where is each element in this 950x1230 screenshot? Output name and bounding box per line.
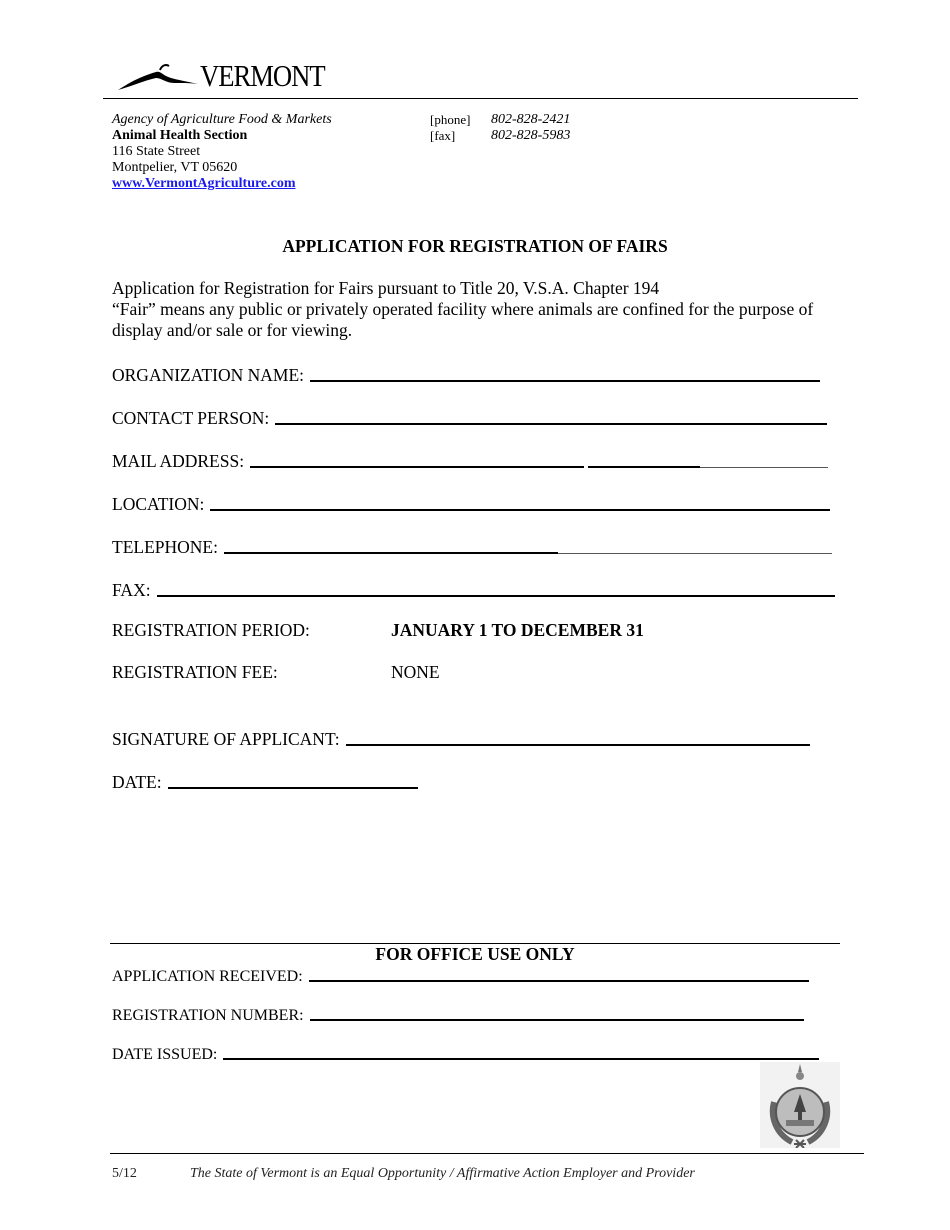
contact-numbers: [430, 112, 570, 144]
date-input[interactable]: [168, 787, 418, 789]
form-title: APPLICATION FOR REGISTRATION OF FAIRS: [282, 236, 668, 256]
telephone-label: TELEPHONE:: [112, 537, 218, 557]
state-seal: [760, 1062, 840, 1148]
agency-address: [112, 112, 332, 192]
intro-definition: “Fair” means any public or privately operated facility where animals are confined for the purpose of display and/or sale or for viewing.: [112, 299, 814, 340]
eeo-statement: The State of Vermont is an Equal Opportunity / Affirmative Action Employer and Provider: [190, 1166, 695, 1181]
registration-fee-value: NONE: [391, 662, 440, 682]
organization-name-field: [112, 362, 820, 386]
organization-name-input[interactable]: [310, 380, 820, 382]
logo-wordmark: VERMONT: [200, 58, 325, 93]
city-address: Montpelier, VT 05620: [112, 160, 238, 175]
office-use-title: FOR OFFICE USE ONLY: [375, 944, 575, 964]
fax-input[interactable]: [157, 595, 835, 597]
registration-number-input[interactable]: [310, 1019, 804, 1021]
fax-number: 802-828-5983: [491, 128, 571, 143]
footer-divider: [110, 1153, 864, 1154]
date-issued-field: [112, 1042, 819, 1064]
location-field: [112, 491, 830, 515]
organization-name-label: ORGANIZATION NAME:: [112, 365, 304, 385]
telephone-field: [112, 534, 832, 558]
fax-field: [112, 577, 835, 601]
location-input[interactable]: [210, 509, 830, 511]
mail-address-label: MAIL ADDRESS:: [112, 451, 245, 471]
phone-label: [phone]: [430, 112, 471, 127]
registration-number-field: [112, 1003, 804, 1025]
application-received-label: APPLICATION RECEIVED:: [112, 968, 303, 985]
signature-field: [112, 726, 810, 750]
contact-person-label: CONTACT PERSON:: [112, 408, 270, 428]
registration-period: [112, 620, 644, 641]
signature-label: SIGNATURE OF APPLICANT:: [112, 729, 340, 749]
date-issued-input[interactable]: [223, 1058, 819, 1060]
location-label: LOCATION:: [112, 494, 205, 514]
vermont-logo: [116, 56, 356, 96]
registration-fee-label: REGISTRATION FEE:: [112, 662, 278, 682]
contact-person-input[interactable]: [275, 423, 827, 425]
street-address: 116 State Street: [112, 144, 201, 159]
section-name: Animal Health Section: [112, 128, 248, 143]
registration-fee: [112, 662, 440, 683]
date-field: [112, 769, 418, 793]
date-issued-label: DATE ISSUED:: [112, 1046, 218, 1063]
fax-label-field: FAX:: [112, 580, 151, 600]
phone-number: 802-828-2421: [491, 112, 571, 127]
application-received-input[interactable]: [309, 980, 809, 982]
agency-name: Agency of Agriculture Food & Markets: [112, 112, 332, 127]
registration-period-label: REGISTRATION PERIOD:: [112, 620, 310, 640]
contact-person-field: [112, 405, 827, 429]
registration-number-label: REGISTRATION NUMBER:: [112, 1007, 304, 1024]
mountain-logo-icon: [116, 62, 200, 92]
header-divider: [103, 98, 858, 99]
form-revision-code: 5/12: [112, 1166, 137, 1181]
application-received-field: [112, 964, 809, 986]
telephone-input[interactable]: [224, 552, 832, 558]
vermont-seal-icon: [760, 1062, 840, 1148]
mail-address-field: [112, 448, 828, 472]
mail-address-input[interactable]: [250, 466, 828, 472]
website-link[interactable]: www.VermontAgriculture.com: [112, 176, 296, 191]
date-label: DATE:: [112, 772, 162, 792]
registration-period-value: JANUARY 1 TO DECEMBER 31: [391, 620, 644, 640]
intro-statute: Application for Registration for Fairs pursuant to Title 20, V.S.A. Chapter 194: [112, 278, 660, 298]
fax-label: [fax]: [430, 128, 456, 143]
signature-input[interactable]: [346, 744, 810, 746]
form-intro: [112, 278, 847, 341]
